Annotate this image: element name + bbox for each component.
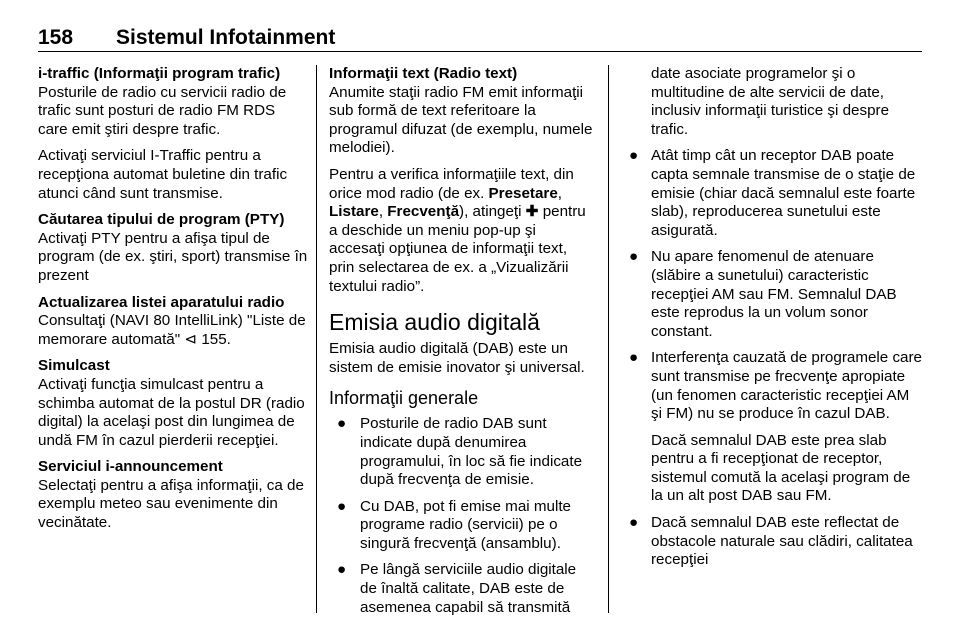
rt-text-b: ), atingeţi <box>459 203 526 221</box>
list-sub-paragraph: Dacă semnalul DAB este prea slab pentru a fi recepţionat de receptor, sistemul comută la acelaşi program de la un alt post DAB sau FM. <box>651 431 911 505</box>
rt-comma-1: , <box>557 184 563 202</box>
bullet-icon: ● <box>337 497 347 515</box>
pty-paragraph: Activaţi PTY pentru a afişa tipul de program (de ex. ştiri, sport) transmise în prezent <box>38 229 308 284</box>
list-item-continuation <box>621 65 923 139</box>
continuation-text: date asociate programelor şi o multitudine de alte servicii de date, inclusiv informaţii turistice şi despre trafic. <box>651 65 890 138</box>
rt-comma-2: , <box>378 203 388 221</box>
general-info-list <box>329 415 595 617</box>
bullet-icon: ● <box>629 248 639 266</box>
bullet-icon: ● <box>629 147 639 165</box>
plus-icon: ✚ <box>525 203 539 221</box>
radio-text-paragraph-1: Anumite staţii radio FM emit informaţii sub formă de text referitoare la programul difuzat (de exemplu, numele melodiei). <box>329 83 593 157</box>
simulcast-heading: Simulcast <box>38 357 110 375</box>
list-item <box>621 248 923 341</box>
itraffic-paragraph-1: Posturile de radio cu servicii radio de trafic sunt posturi de radio FM RDS care emit ştiri despre trafic. <box>38 83 287 138</box>
general-info-heading: Informaţii generale <box>329 388 479 409</box>
list-item-text: Nu apare fenomenul de atenuare (slăbire a sunetului) caracteristic recepţiei AM sau FM. Semnalul DAB este reprodus la un volum sonor constant. <box>651 248 897 340</box>
rt-text-c: pentru a deschide un meniu pop-up şi accesaţi opţiunea de informaţii text, prin selectarea de ex. a „Vizualizării textului radio”. <box>329 203 586 295</box>
rt-text-a: Pentru a verifica informaţiile text, din orice mod radio (de ex. <box>329 165 574 202</box>
list-item <box>329 498 595 554</box>
column-3 <box>621 65 923 578</box>
arrow-ref-icon: ⊲ <box>184 330 198 348</box>
dab-heading: Emisia audio digitală <box>329 309 540 336</box>
update-ref-page: 155. <box>201 330 231 348</box>
header-rule <box>38 51 922 52</box>
bullet-icon: ● <box>337 561 347 579</box>
page-title: Sistemul Infotainment <box>116 26 336 49</box>
itraffic-paragraph-2: Activaţi serviciul I-Traffic pentru a recepţiona automat buletine din trafic atunci când sunt transmise. <box>38 147 288 202</box>
pty-heading: Căutarea tipului de program (PTY) <box>38 211 285 229</box>
presetare-label: Presetare <box>488 184 558 202</box>
itraffic-heading: i-traffic (Informaţii program trafic) <box>38 65 281 82</box>
list-item-text: Dacă semnalul DAB este reflectat de obstacole naturale sau clădiri, calitatea recepţiei <box>651 514 913 569</box>
bullet-icon: ● <box>629 514 639 532</box>
list-item <box>621 349 923 506</box>
dab-intro: Emisia audio digitală (DAB) este un sistem de emisie inovator şi universal. <box>329 340 585 376</box>
listare-label: Listare <box>329 203 379 221</box>
list-item-text: Posturile de radio DAB sunt indicate după denumirea programului, în loc să fie indicate după frecvenţa de emisie. <box>360 415 583 489</box>
bullet-icon: ● <box>629 349 639 367</box>
bullet-icon: ● <box>337 415 347 433</box>
list-item <box>329 415 595 489</box>
radio-text-heading: Informaţii text (Radio text) <box>329 65 518 82</box>
update-text: Consultaţi (NAVI 80 IntelliLink) "Liste de memorare automată" <box>38 312 306 348</box>
update-heading: Actualizarea listei aparatului radio <box>38 293 285 311</box>
frecventa-label: Frecvenţă <box>387 203 460 221</box>
list-item-text: Atât timp cât un receptor DAB poate capta semnale transmise de o staţie de emisie (chiar dacă semnalul este foarte slab), reproducerea sunetului este asigurată. <box>651 147 916 239</box>
column-divider-2 <box>608 65 609 613</box>
column-divider-1 <box>316 65 317 613</box>
page-header <box>38 26 922 50</box>
announce-paragraph: Selectaţi pentru a afişa informaţii, ca de exemplu meteo sau evenimente din vecinătate. <box>38 476 304 532</box>
simulcast-paragraph: Activaţi funcţia simulcast pentru a schimba automat de la postul DR (radio digital) la acelaşi post din lungimea de undă FM în cazul pierderii recepţiei. <box>38 375 305 449</box>
dab-feature-list <box>621 65 923 570</box>
list-item-text: Cu DAB, pot fi emise mai multe programe radio (servicii) pe o singură frecvenţă (ansamblu). <box>360 497 572 552</box>
list-item <box>329 561 595 617</box>
radio-text-paragraph-2 <box>329 166 595 296</box>
list-item <box>621 514 923 570</box>
list-item-text: Interferenţa cauzată de programele care sunt transmise pe frecvenţe apropiate (un fenomen caracteristic recepţiei AM şi FM) nu se produce în cazul DAB. <box>651 349 923 423</box>
update-paragraph <box>38 312 308 349</box>
list-item-text: Pe lângă serviciile audio digitale de înaltă calitate, DAB este de asemenea capabil să transmită <box>360 561 577 616</box>
announce-heading: Serviciul i-announcement <box>38 458 223 476</box>
column-1 <box>38 65 308 541</box>
column-2 <box>329 65 595 625</box>
page-number: 158 <box>38 26 74 49</box>
list-item <box>621 147 923 240</box>
